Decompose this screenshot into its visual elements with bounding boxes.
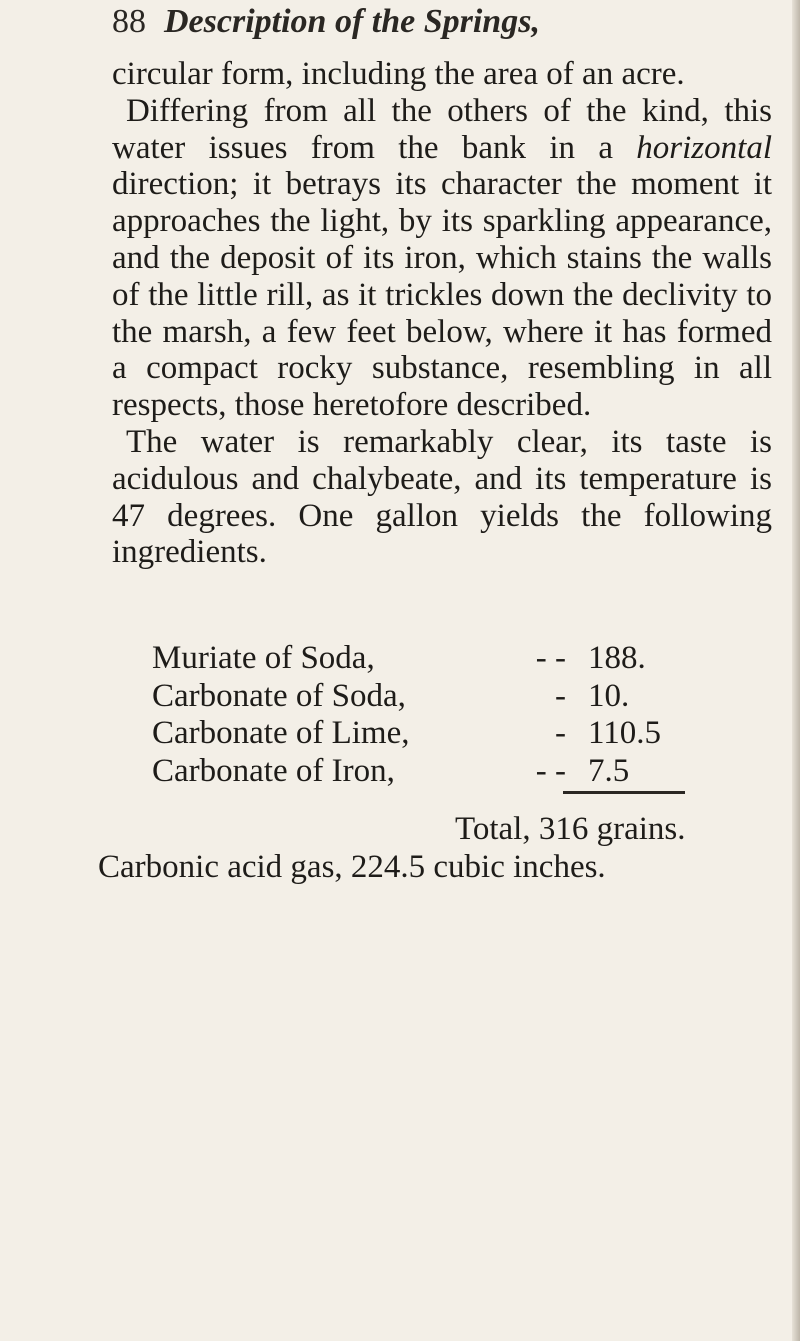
- ingredient-leader: - -: [535, 752, 566, 789]
- running-head-title: Description of the Springs,: [164, 3, 540, 40]
- ingredient-leader: -: [555, 677, 566, 714]
- ingredient-value: 188.: [588, 640, 646, 676]
- paragraph-part: Differing from all the others of the kind, this water issues from the bank in a: [112, 92, 772, 166]
- total-line: Total, 316 grains.: [455, 811, 686, 847]
- running-head: [112, 2, 540, 42]
- ingredient-leader: - -: [535, 640, 566, 676]
- paragraph-horizontal-spring: [112, 93, 772, 424]
- ingredient-value: 7.5: [588, 752, 630, 789]
- total-rule: [563, 791, 685, 794]
- page-number: 88: [112, 3, 146, 40]
- ingredient-name: Carbonate of Iron,: [152, 752, 395, 789]
- ingredient-name: Carbonate of Soda,: [152, 677, 406, 714]
- page-binding-edge: [792, 0, 800, 1341]
- ingredient-name: Carbonate of Lime,: [152, 715, 410, 751]
- paragraph-continued: circular form, including the area of an acre.: [112, 56, 685, 92]
- paragraph-part: direction; it betrays its character the moment it approaches the light, by its sparkling appearance, and the deposit of its iron, which stains the walls of the little rill, as it trickles down the declivity to the marsh, a few feet below, where it has formed a compact rocky substance, resembling in all respects, those heretofore described.: [112, 166, 772, 424]
- carbonic-gas-line: Carbonic acid gas, 224.5 cubic inches.: [98, 849, 606, 885]
- ingredient-value: 10.: [588, 677, 630, 714]
- paragraph-water-properties: The water is remarkably clear, its taste is acidulous and chalybeate, and its temperature is 47 degrees. One gallon yields the following ingredients.: [112, 423, 772, 571]
- emphasized-word: horizontal: [636, 129, 772, 166]
- ingredient-value: 110.5: [588, 715, 662, 751]
- body-text: [112, 56, 772, 571]
- ingredient-leader: -: [555, 715, 566, 751]
- ingredient-name: Muriate of Soda,: [152, 640, 375, 676]
